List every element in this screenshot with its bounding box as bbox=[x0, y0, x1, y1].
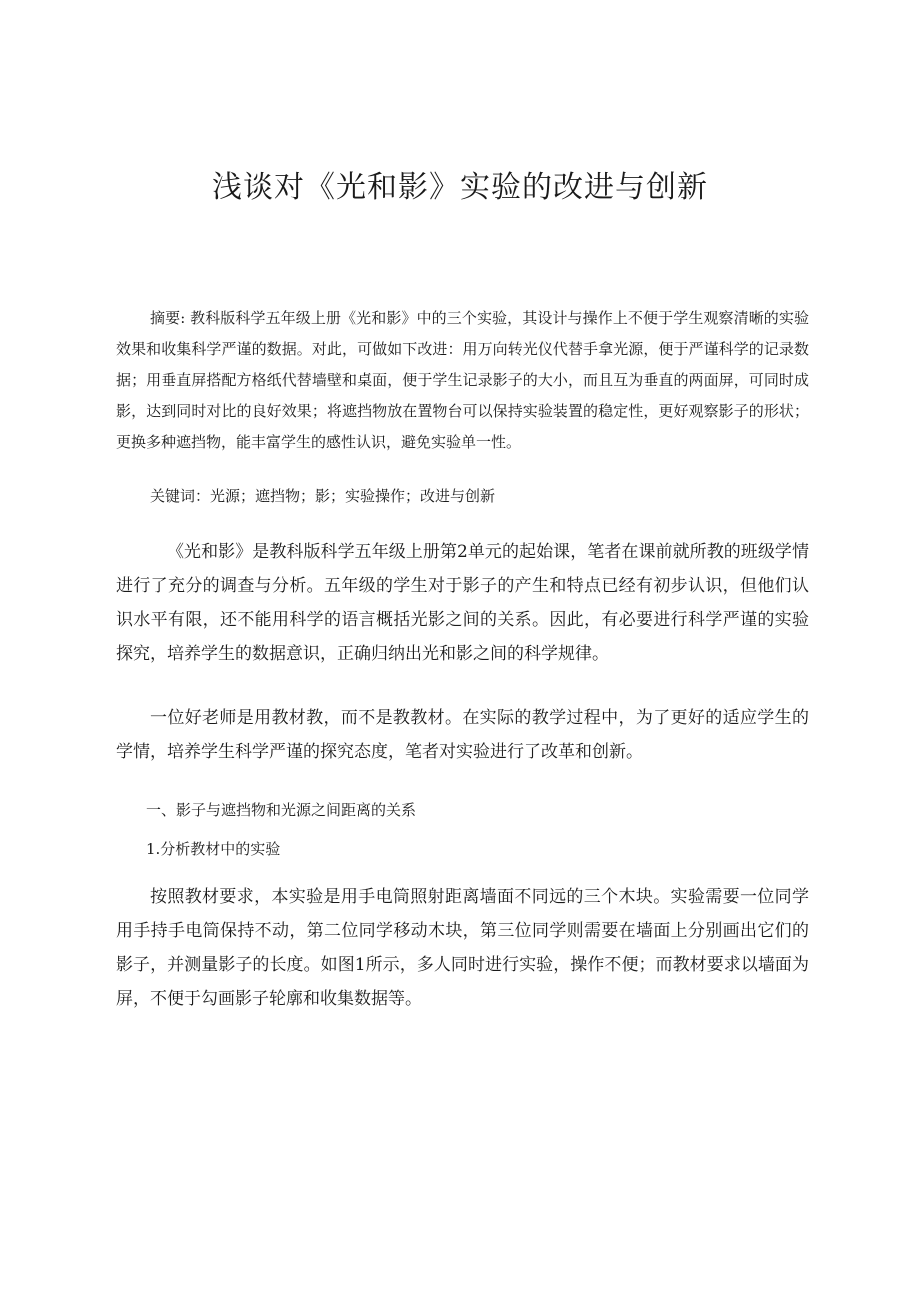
intro-paragraph: 《光和影》是教科版科学五年级上册第2单元的起始课，笔者在课前就所教的班级学情进行了充分的调查与分析。五年级的学生对于影子的产生和特点已经有初步认识，但他们认识水平有限，还不能用科学的语言概括光影之间的关系。因此，有必要进行科学严谨的实验探究，培养学生的数据意识，正确归纳出光和影之间的科学规律。 bbox=[116, 542, 809, 664]
keywords-line: 关键词：光源；遮挡物；影；实验操作；改进与创新 bbox=[150, 487, 496, 505]
subsection-heading: 1.分析教材中的实验 bbox=[146, 840, 281, 858]
textbook-experiment-paragraph: 按照教材要求，本实验是用手电筒照射距离墙面不同远的三个木块。实验需要一位同学用手持手电筒保持不动，第二位同学移动木块，第三位同学则需要在墙面上分别画出它们的影子，并测量影子的长度。如图1所示，多人同时进行实验，操作不便；而教材要求以墙面为屏，不便于勾画影子轮廓和收集数据等。 bbox=[116, 887, 809, 1009]
section-heading: 一、影子与遮挡物和光源之间距离的关系 bbox=[146, 801, 417, 819]
abstract-paragraph: 摘要: 教科版科学五年级上册《光和影》中的三个实验，其设计与操作上不便于学生观察清晰的实验效果和收集科学严谨的数据。对此，可做如下改进：用万向转光仪代替手拿光源，便于严谨科学的记录数据；用垂直屏搭配方格纸代替墙壁和桌面，便于学生记录影子的大小，而且互为垂直的两面屏，可同时成影，达到同时对比的良好效果；将遮挡物放在置物台可以保持实验装置的稳定性，更好观察影子的形状；更换多种遮挡物，能丰富学生的感性认识，避免实验单一性。 bbox=[116, 309, 809, 451]
document-title: 浅谈对《光和影》实验的改进与创新 bbox=[212, 170, 708, 205]
teaching-paragraph: 一位好老师是用教材教，而不是教教材。在实际的教学过程中，为了更好的适应学生的学情，培养学生科学严谨的探究态度，笔者对实验进行了改革和创新。 bbox=[116, 708, 809, 762]
